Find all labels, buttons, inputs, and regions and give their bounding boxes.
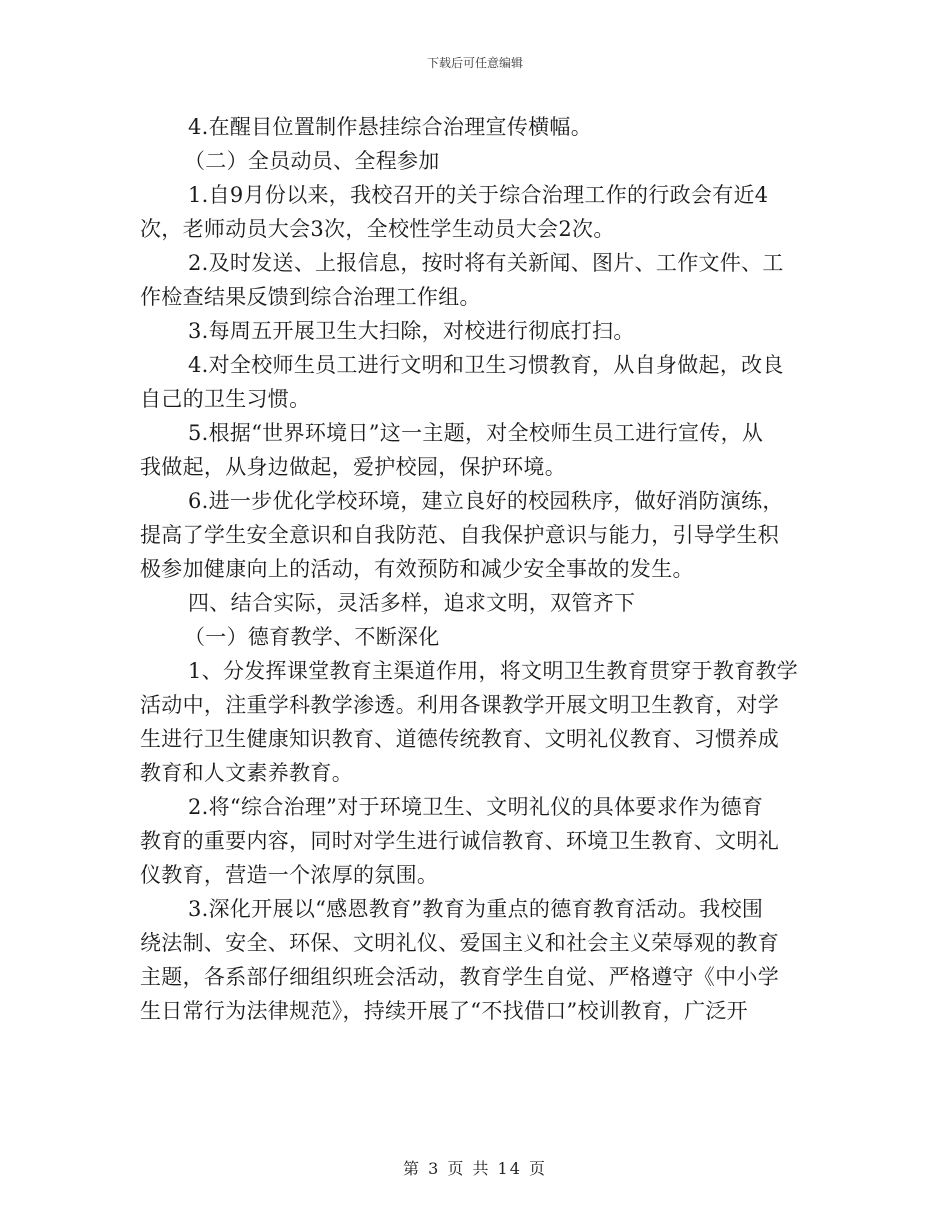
text-line: （一）德育教学、不断深化 <box>184 625 440 649</box>
text-line: （二）全员动员、全程参加 <box>184 149 440 173</box>
text-line: 我做起，从身边做起，爱护校园，保护环境。 <box>140 455 566 479</box>
text-line: 四、结合实际，灵活多样，追求文明，双管齐下 <box>188 591 636 615</box>
text-line: 主题，各系部仔细组织班会活动，教育学生自觉、严格遵守《中小学 <box>140 965 779 989</box>
text-line: 绕法制、安全、环保、文明礼仪、爱国主义和社会主义荣辱观的教育 <box>140 931 779 955</box>
text-line: 提高了学生安全意识和自我防范、自我保护意识与能力，引导学生积 <box>140 523 779 547</box>
text-line: 自己的卫生习惯。 <box>140 387 311 411</box>
page-header: 下载后可任意编辑 <box>426 56 523 70</box>
text-line: 教育和人文素养教育。 <box>140 761 353 785</box>
text-line: 生日常行为法律规范》，持续开展了“不找借口”校训教育，广泛开 <box>140 999 748 1023</box>
text-line: 3.深化开展以“感恩教育”教育为重点的德育教育活动。我校围 <box>188 897 764 921</box>
text-line: 2.及时发送、上报信息，按时将有关新闻、图片、工作文件、工 <box>188 251 784 275</box>
text-line: 作检查结果反馈到综合治理工作组。 <box>140 285 481 309</box>
text-line: 1.自9月份以来，我校召开的关于综合治理工作的行政会有近4 <box>188 183 769 207</box>
text-line: 5.根据“世界环境日”这一主题，对全校师生员工进行宣传，从 <box>188 421 764 445</box>
text-line: 3.每周五开展卫生大扫除，对校进行彻底打扫。 <box>188 319 635 343</box>
text-line: 6.进一步优化学校环境，建立良好的校园秩序，做好消防演练， <box>188 489 784 513</box>
text-line: 极参加健康向上的活动，有效预防和减少安全事故的发生。 <box>140 557 694 581</box>
text-line: 教育的重要内容，同时对学生进行诚信教育、环境卫生教育、文明礼 <box>140 829 779 853</box>
text-line: 次，老师动员大会3次，全校性学生动员大会2次。 <box>140 217 615 241</box>
text-line: 生进行卫生健康知识教育、道德传统教育、文明礼仪教育、习惯养成 <box>140 727 779 751</box>
text-line: 1、分发挥课堂教育主渠道作用，将文明卫生教育贯穿于教育教学 <box>188 659 799 683</box>
text-line: 4.在醒目位置制作悬挂综合治理宣传横幅。 <box>188 115 593 139</box>
document-body <box>140 110 808 1028</box>
text-line: 活动中，注重学科教学渗透。利用各课教学开展文明卫生教育，对学 <box>140 693 779 717</box>
text-line: 仪教育，营造一个浓厚的氛围。 <box>140 863 439 887</box>
text-line: 4.对全校师生员工进行文明和卫生习惯教育，从自身做起，改良 <box>188 353 784 377</box>
page-footer: 第 3 页 共 14 页 <box>403 1159 547 1178</box>
text-line: 2.将“综合治理”对于环境卫生、文明礼仪的具体要求作为德育 <box>188 795 764 819</box>
